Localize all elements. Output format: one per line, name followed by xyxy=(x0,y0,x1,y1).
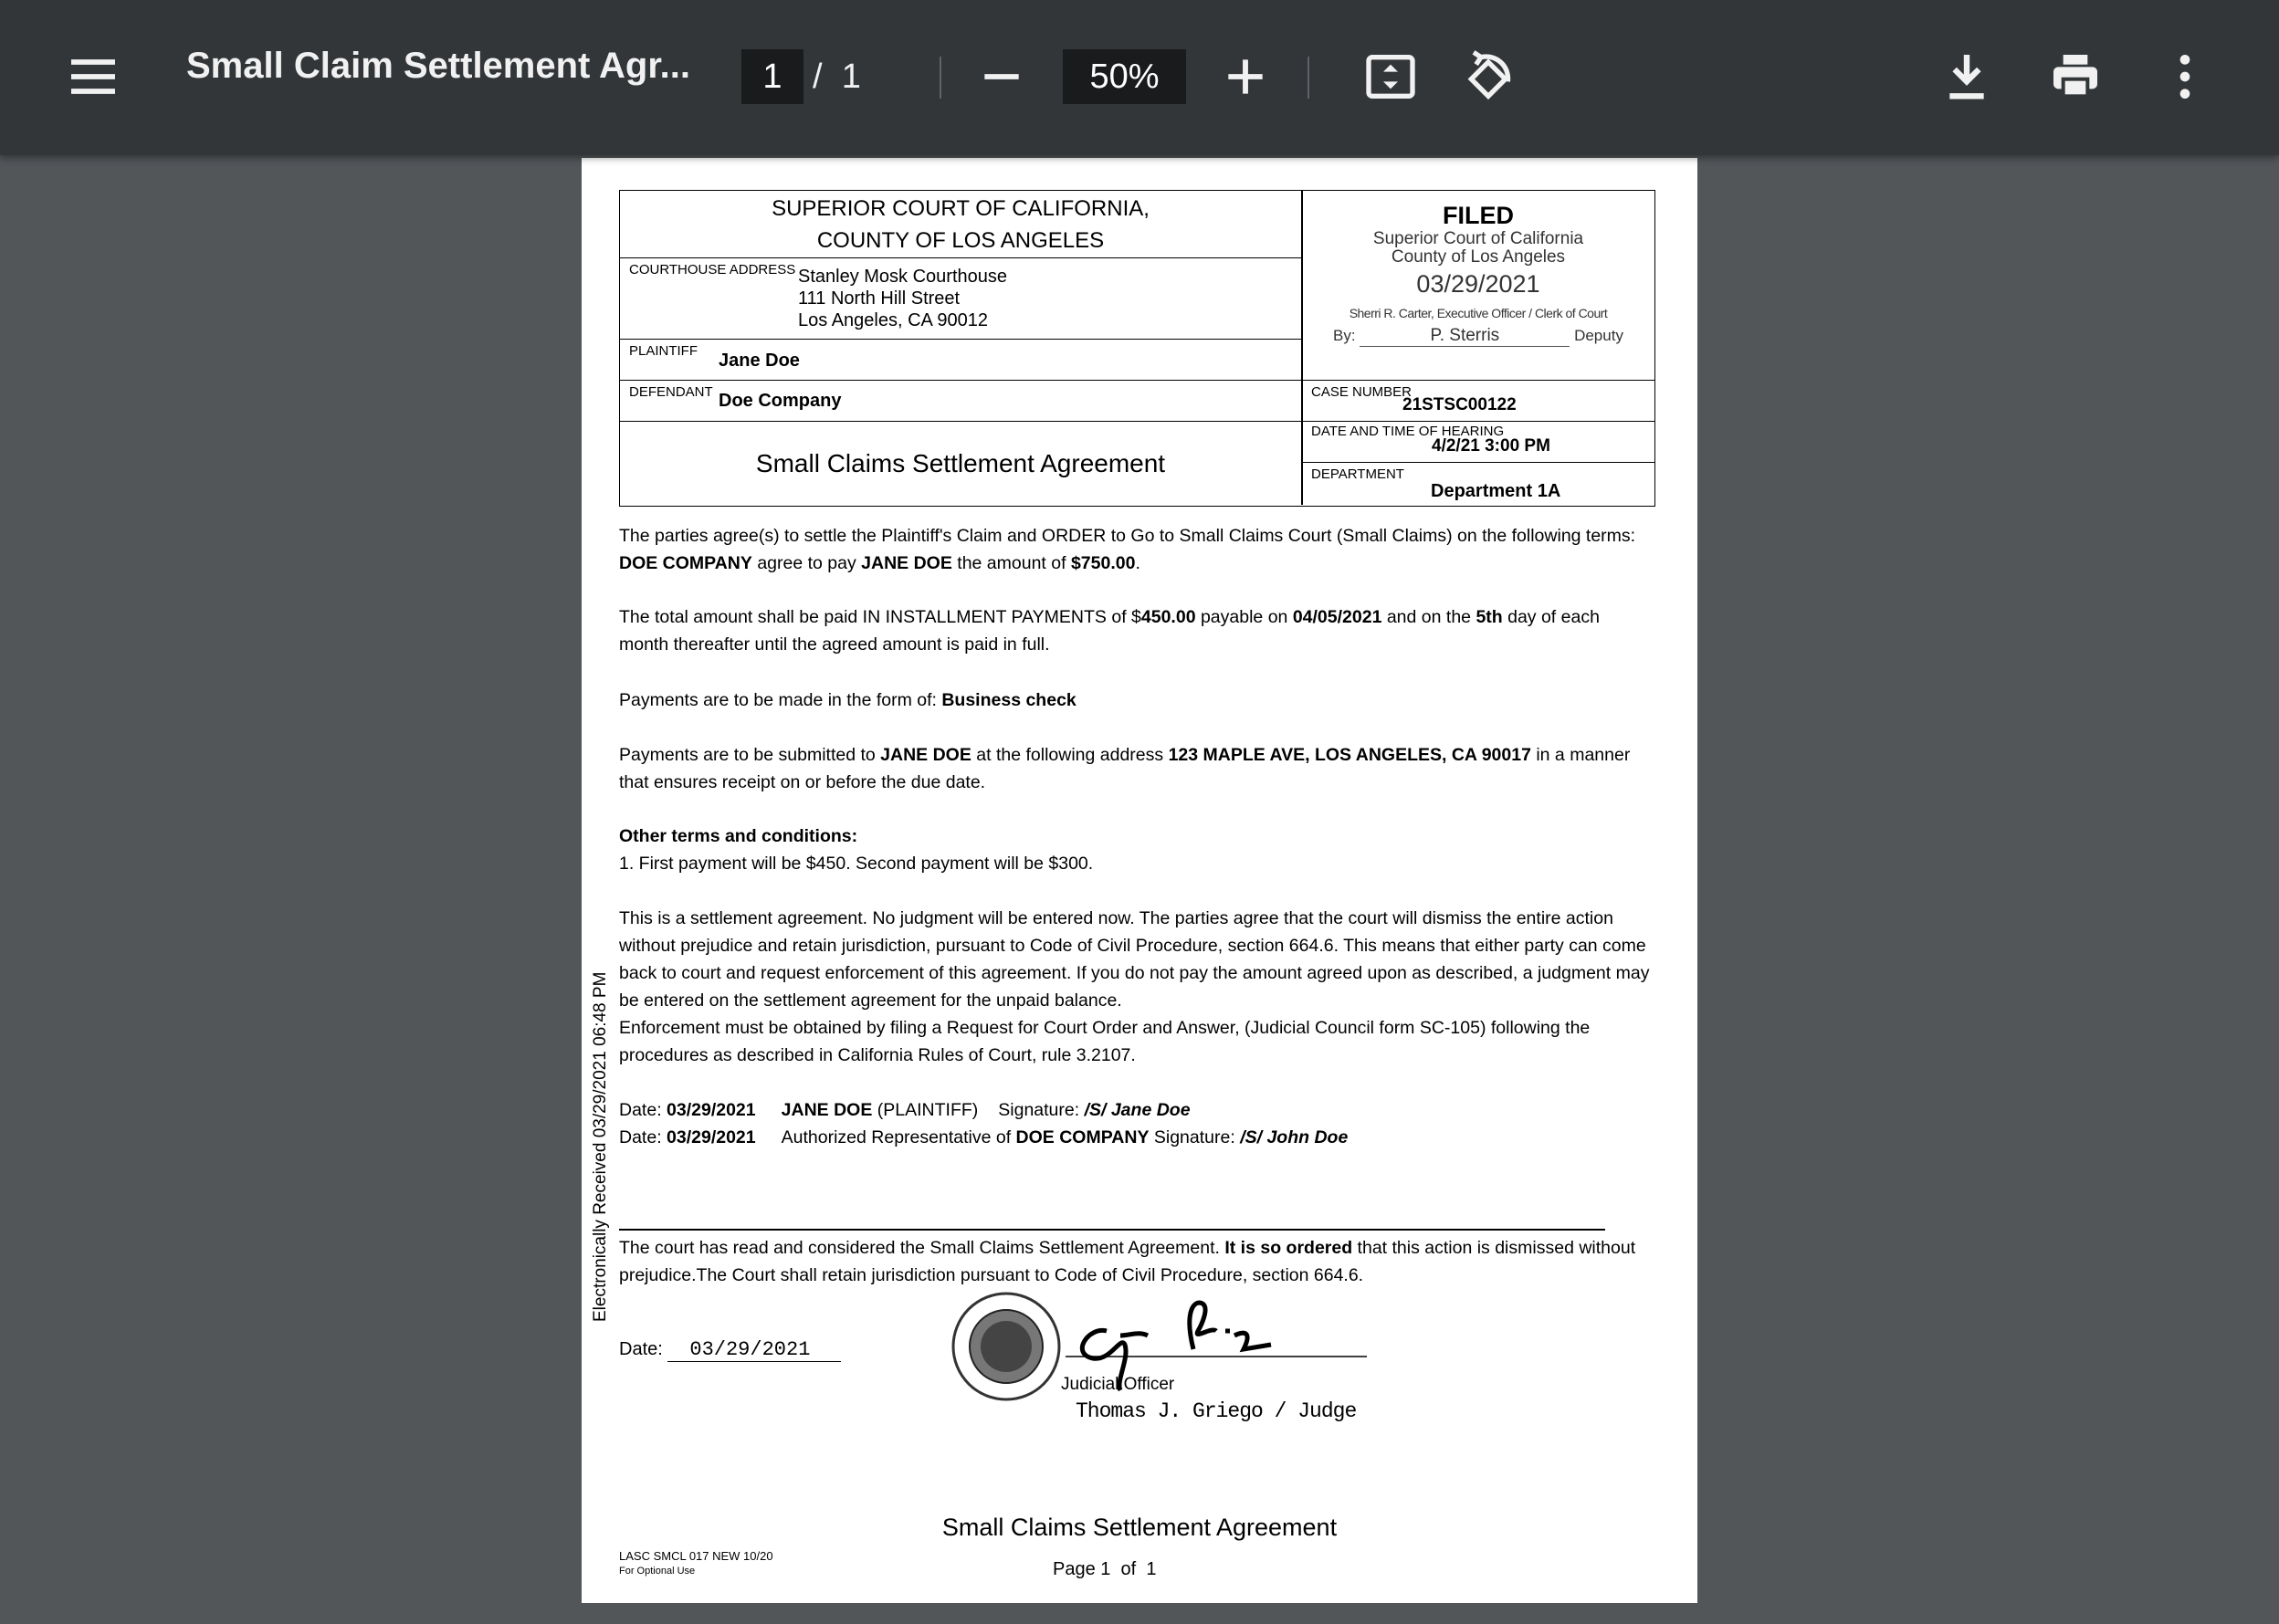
settlement-explanation: This is a settlement agreement. No judgment will be entered now. The parties agree that the court will dismiss the entire action without prejudice and retain jurisdiction, pursuant to Code of Civil Procedure, section 664.6. This means that either party can come back to court and request enforcement of this agreement. If you do not pay the amount agreed upon as described, a judgment may be entered on the settlement agreement for the unpaid balance. Enforcement must be obtained by filing a Request for Court Order and Answer, (Judicial Council form SC-105) following the procedures as described in California Rules of Court, rule 3.2107. xyxy=(619,908,1650,1065)
electronic-receipt-stamp: Electronically Received 03/29/2021 06:48 PM xyxy=(591,971,610,1322)
menu-icon[interactable] xyxy=(64,47,122,106)
page-footer: Page 1 of 1 xyxy=(1053,1559,1157,1579)
form-code: LASC SMCL 017 NEW 10/20 For Optional Use xyxy=(619,1549,773,1577)
court-name: SUPERIOR COURT OF CALIFORNIA, COUNTY OF LOS ANGELES xyxy=(620,191,1301,258)
plaintiff-row: PLAINTIFF Jane Doe xyxy=(620,340,1654,381)
fit-page-icon[interactable] xyxy=(1361,47,1420,106)
courthouse-address: COURTHOUSE ADDRESS Stanley Mosk Courthouse 111 North Hill Street Los Angeles, CA 90012 xyxy=(620,258,1301,340)
judicial-officer-label: Judicial Officer xyxy=(1061,1375,1175,1394)
download-icon[interactable] xyxy=(1938,47,1996,106)
order-date: Date: 03/29/2021 xyxy=(619,1338,841,1362)
rotate-icon[interactable] xyxy=(1459,47,1518,106)
agreement-terms: The parties agree(s) to settle the Plaintiff's Claim and ORDER to Go to Small Claims Court (Small Claims) on the following terms: DOE COMPANY agree to pay JANE DOE the amount of $750.00. xyxy=(619,526,1636,573)
signature-defendant: Date: 03/29/2021 Authorized Representative of DOE COMPANY Signature: /S/ John Doe xyxy=(619,1127,1349,1147)
court-order: The court has read and considered the Small Claims Settlement Agreement. It is so ordered that this action is dismissed without prejudice.The Court shall retain jurisdiction pursuant to Code of Civil Procedure, section 664.6. xyxy=(619,1238,1636,1285)
hearing-row: DATE AND TIME OF HEARING 4/2/21 3:00 PM xyxy=(1302,422,1654,463)
zoom-out-icon[interactable] xyxy=(972,47,1031,106)
divider xyxy=(619,1229,1605,1231)
installment-terms: The total amount shall be paid IN INSTALLMENT PAYMENTS of $450.00 payable on 04/05/2021 and on the 5th day of each month thereafter until the agreed amount is paid in full. xyxy=(619,607,1600,655)
form-title: Small Claims Settlement Agreement xyxy=(755,448,1166,477)
document-title: Small Claim Settlement Agr... xyxy=(186,46,691,86)
more-vert-icon[interactable] xyxy=(2156,47,2214,106)
pdf-page xyxy=(582,158,1697,1603)
zoom-level-input[interactable]: 50% xyxy=(1063,49,1186,104)
judge-name: Thomas J. Griego / Judge xyxy=(1076,1399,1357,1423)
caption-table xyxy=(619,190,1655,507)
defendant-row: DEFENDANT Doe Company CASE NUMBER 21STSC00122 xyxy=(620,381,1654,422)
payment-form: Payments are to be made in the form of: Business check xyxy=(619,690,1076,710)
department-label: DEPARTMENT xyxy=(1311,466,1404,482)
divider xyxy=(940,57,941,99)
filed-stamp: FILED Superior Court of California County of Los Angeles 03/29/2021 Sherri R. Carter, Executive Officer / Clerk of Court By: P. Sterris Deputy xyxy=(1333,202,1623,345)
print-icon[interactable] xyxy=(2046,47,2105,106)
page-number-input[interactable]: 1 xyxy=(741,49,803,104)
payment-address: Payments are to be submitted to JANE DOE at the following address 123 MAPLE AVE, LOS ANGELES, CA 90017 in a manner that ensures receipt on or before the due date. xyxy=(619,745,1631,792)
footer-title: Small Claims Settlement Agreement xyxy=(941,1514,1338,1541)
zoom-in-icon[interactable] xyxy=(1216,47,1275,106)
pdf-toolbar xyxy=(0,0,2279,155)
department: Department 1A xyxy=(1431,481,1561,501)
court-seal-icon xyxy=(950,1290,1068,1404)
other-terms: Other terms and conditions: 1. First payment will be $450. Second payment will be $300. xyxy=(619,826,1094,874)
page-count: / 1 xyxy=(813,57,861,96)
divider xyxy=(1308,57,1309,99)
signature-plaintiff: Date: 03/29/2021 JANE DOE (PLAINTIFF) Signature: /S/ Jane Doe xyxy=(619,1100,1191,1120)
